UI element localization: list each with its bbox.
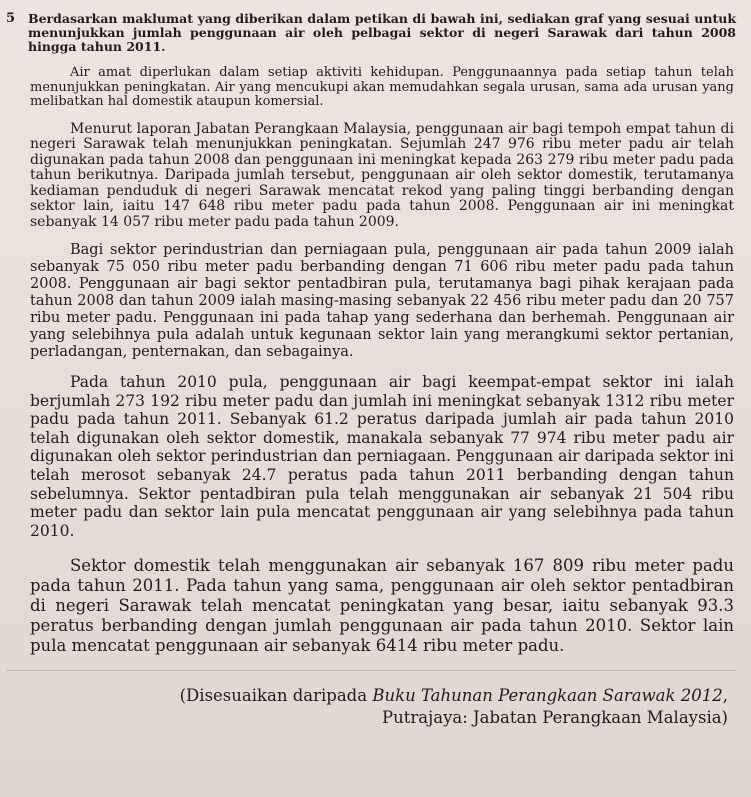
question-number: 5 [6,11,16,26]
passage [30,66,734,729]
question-header [6,12,736,54]
passage-paragraph-1: Air amat diperlukan dalam setiap aktiviti kehidupan. Penggunaannya pada setiap tahun telah menunjukkan peningkatan. Air yang mencukupi akan memudahkan segala urusan, sama ada urusan yang melibatkan hal domestik ataupun komersial. [30,65,734,109]
source-suffix: , [722,686,728,706]
source-citation [30,685,734,729]
passage-paragraph-2: Menurut laporan Jabatan Perangkaan Malaysia, penggunaan air bagi tempoh empat tahun di negeri Sarawak telah menunjukkan peningkatan. Sejumlah 247 976 ribu meter padu air telah digunakan pada tahun 2008 dan penggunaan ini meningkat kepada 263 279 ribu meter padu pada tahun berikutnya. Daripada jumlah tersebut, penggunaan air oleh sektor domestik, terutamanya kediaman penduduk di negeri Sarawak mencatat rekod yang paling tinggi berbanding dengan sektor lain, iaitu 147 648 ribu meter padu pada tahun 2008. Penggunaan air ini meningkat sebanyak 14 057 ribu meter padu pada tahun 2009. [30,120,734,230]
source-prefix: (Disesuaikan daripada [179,686,373,706]
question-instruction: Berdasarkan maklumat yang diberikan dalam petikan di bawah ini, sediakan graf yang sesuai untuk menunjukkan jumlah penggunaan air oleh pelbagai sektor di negeri Sarawak dari tahun 2008 hingga tahun 2011. [28,11,736,54]
passage-paragraph-5: Sektor domestik telah menggunakan air sebanyak 167 809 ribu meter padu pada tahun 2011. Pada tahun yang sama, penggunaan air oleh sektor pentadbiran di negeri Sarawak telah mencatat peningkatan yang besar, iaitu sebanyak 93.3 peratus berbanding dengan jumlah penggunaan air pada tahun 2010. Sektor lain pula mencatat penggunaan air sebanyak 6414 ribu meter padu. [30,556,734,656]
source-line-1 [30,685,728,707]
divider-line [6,670,736,671]
passage-paragraph-3: Bagi sektor perindustrian dan perniagaan pula, penggunaan air pada tahun 2009 ialah sebanyak 75 050 ribu meter padu berbanding dengan 71 606 ribu meter padu pada tahun 2008. Penggunaan air bagi sektor pentadbiran pula, terutamanya bagi pihak kerajaan pada tahun 2008 dan tahun 2009 ialah masing-masing sebanyak 22 456 ribu meter padu dan 20 757 ribu meter padu. Penggunaan ini pada tahap yang sederhana dan berhemah. Penggunaan air yang selebihnya pula adalah untuk kegunaan sektor lain yang merangkumi sektor pertanian, perladangan, penternakan, dan sebagainya. [30,242,734,360]
source-publisher: Putrajaya: Jabatan Perangkaan Malaysia) [382,708,728,728]
source-title: Buku Tahunan Perangkaan Sarawak 2012 [372,686,723,706]
passage-paragraph-4: Pada tahun 2010 pula, penggunaan air bagi keempat-empat sektor ini ialah berjumlah 273 192 ribu meter padu dan jumlah ini meningkat sebanyak 1312 ribu meter padu pada tahun 2011. Sebanyak 61.2 peratus daripada jumlah air pada tahun 2010 telah digunakan oleh sektor domestik, manakala sebanyak 77 974 ribu meter padu air digunakan oleh sektor perindustrian dan perniagaan. Penggunaan air daripada sektor ini telah merosot sebanyak 24.7 peratus pada tahun 2011 berbanding dengan tahun sebelumnya. Sektor pentadbiran pula telah menggunakan air sebanyak 21 504 ribu meter padu dan sektor lain pula mencatat penggunaan air yang selebihnya pada tahun 2010. [30,373,734,540]
